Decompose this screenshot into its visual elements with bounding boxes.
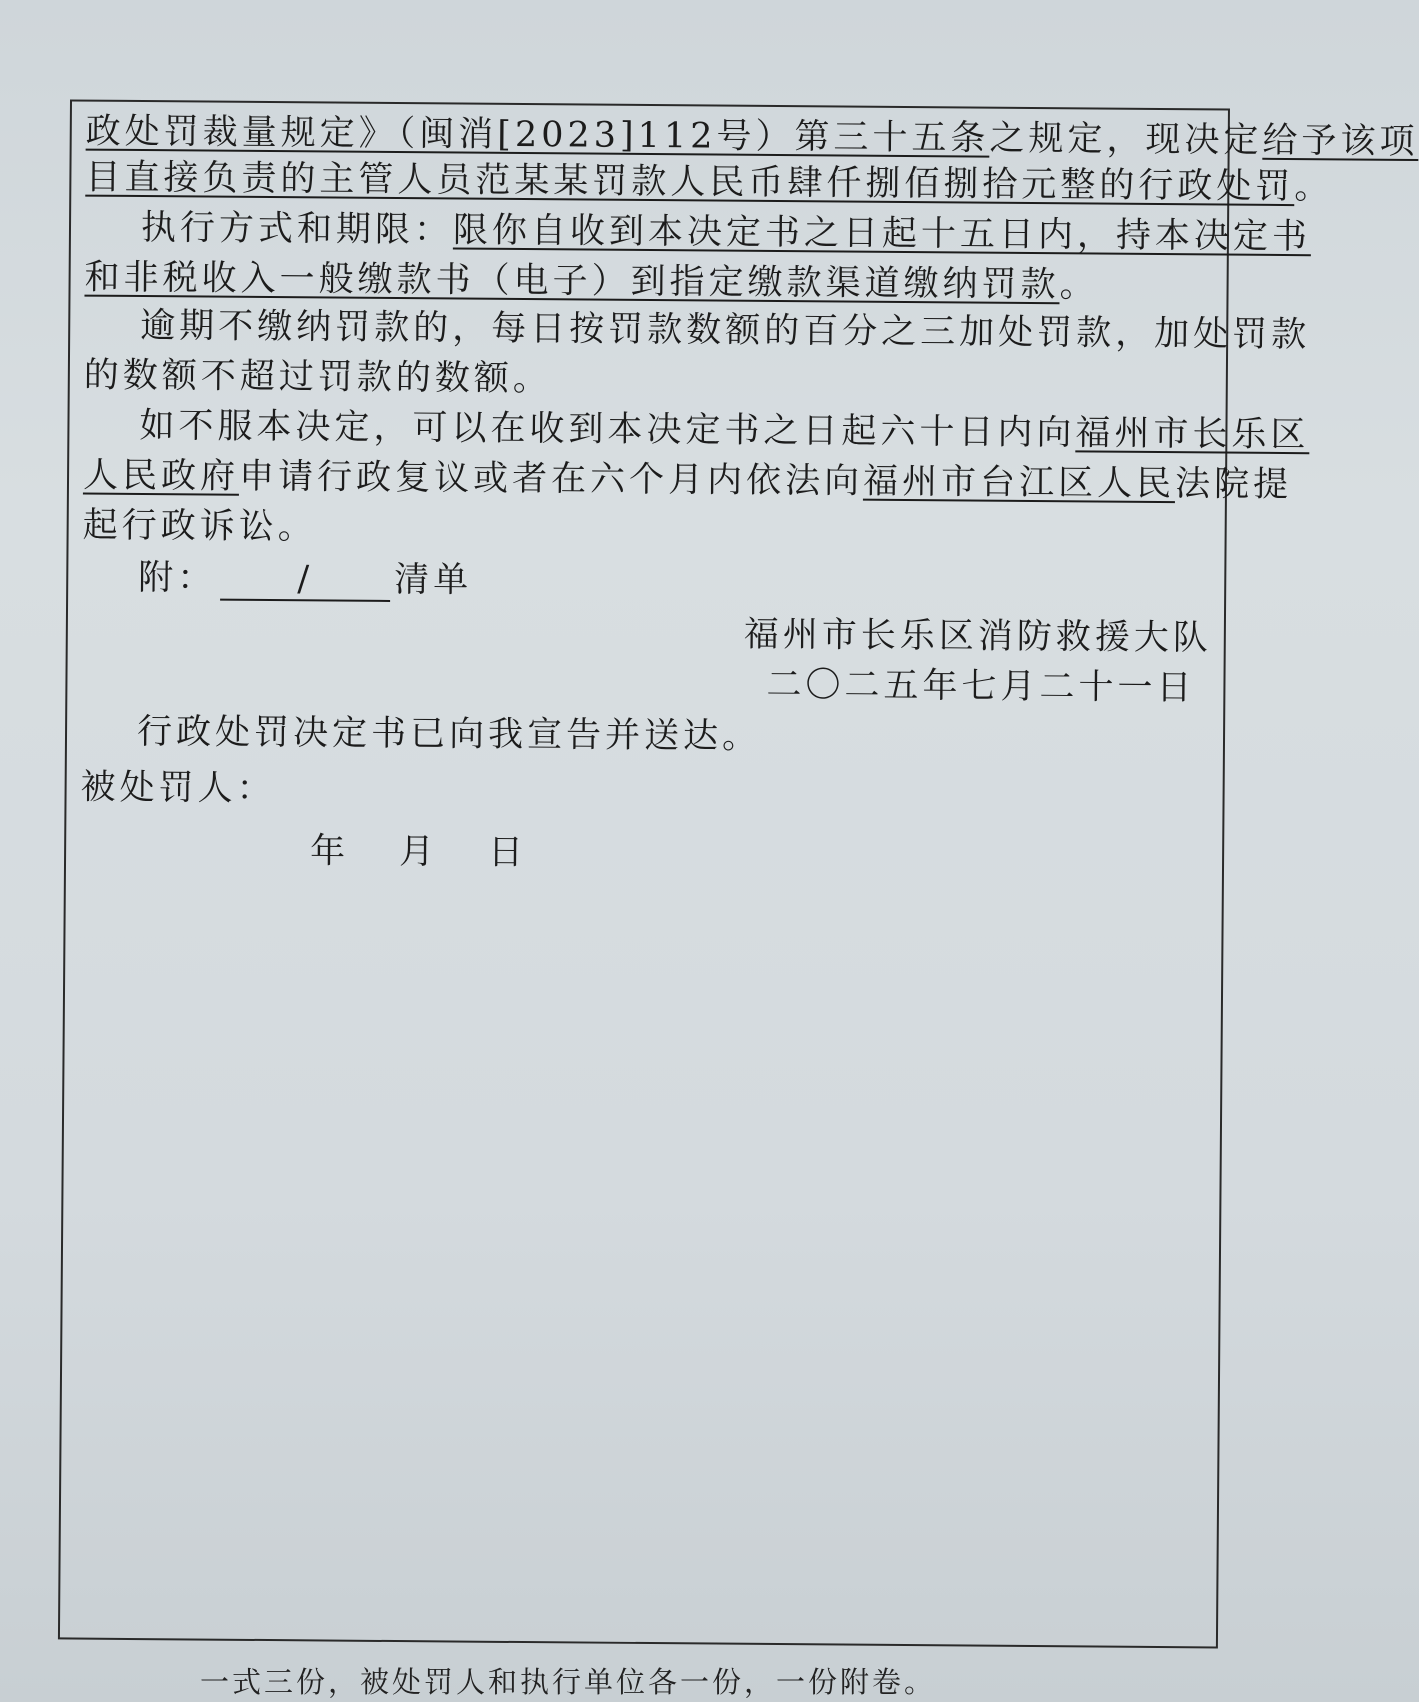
sign-month: 月 xyxy=(398,832,439,873)
execution-term: 限你自收到本决定书之日起十五日内，持本决定书 xyxy=(452,210,1312,258)
appeal-text-2: 申请行政复议或者在六个月内依法向 xyxy=(238,456,864,502)
court-name: 福州市台江区人民 xyxy=(862,461,1176,505)
penalty-period: 。 xyxy=(1294,167,1334,208)
late-fee-line-1: 逾期不缴纳罚款的，每日按罚款数额的百分之三加处罚款，加处罚款 xyxy=(140,306,1311,356)
appeal-text-3: 法院提 xyxy=(1174,464,1293,506)
document-frame xyxy=(58,99,1419,1648)
penalty-start: 给予该项 xyxy=(1262,120,1419,163)
sign-year: 年 xyxy=(309,831,350,872)
regulation-text: 之规定，现决定 xyxy=(989,118,1263,161)
reconsideration-authority: 福州市长乐区 xyxy=(1075,413,1310,456)
attachment-label: 附： xyxy=(138,557,217,599)
acknowledgement: 行政处罚决定书已向我宣告并送达。 xyxy=(136,711,762,757)
recipient-label: 被处罚人： xyxy=(80,767,276,810)
sign-date xyxy=(310,825,527,879)
regulation-reference: 政处罚裁量规定》（闽消[2023]112号）第三十五条 xyxy=(85,111,990,159)
attachment-line xyxy=(138,552,472,607)
footer-note: 一式三份，被处罚人和执行单位各一份，一份附卷。 xyxy=(200,1665,937,1699)
reconsideration-authority-cont: 人民政府 xyxy=(82,455,240,497)
appeal-text: 如不服本决定，可以在收到本决定书之日起六十日内向 xyxy=(139,406,1076,454)
appeal-line-3: 起行政诉讼。 xyxy=(82,505,317,548)
issue-date: 二〇二五年七月二十一日 xyxy=(766,664,1196,709)
document-body xyxy=(80,106,1419,874)
late-fee-line-2: 的数额不超过罚款的数额。 xyxy=(83,355,553,400)
execution-payment: 和非税收入一般缴款书（电子）到指定缴款渠道缴纳罚款 xyxy=(84,257,1060,306)
attachment-blank: / xyxy=(220,559,390,602)
execution-label: 执行方式和期限： xyxy=(140,208,454,251)
sign-day: 日 xyxy=(487,832,528,874)
attachment-suffix: 清单 xyxy=(394,560,473,601)
penalty-detail: 目直接负责的主管人员范某某罚款人民币肆仟捌佰捌拾元整的行政处罚 xyxy=(85,157,1295,208)
issuer-name: 福州市长乐区消防救援大队 xyxy=(743,614,1212,659)
execution-period: 。 xyxy=(1059,265,1099,306)
